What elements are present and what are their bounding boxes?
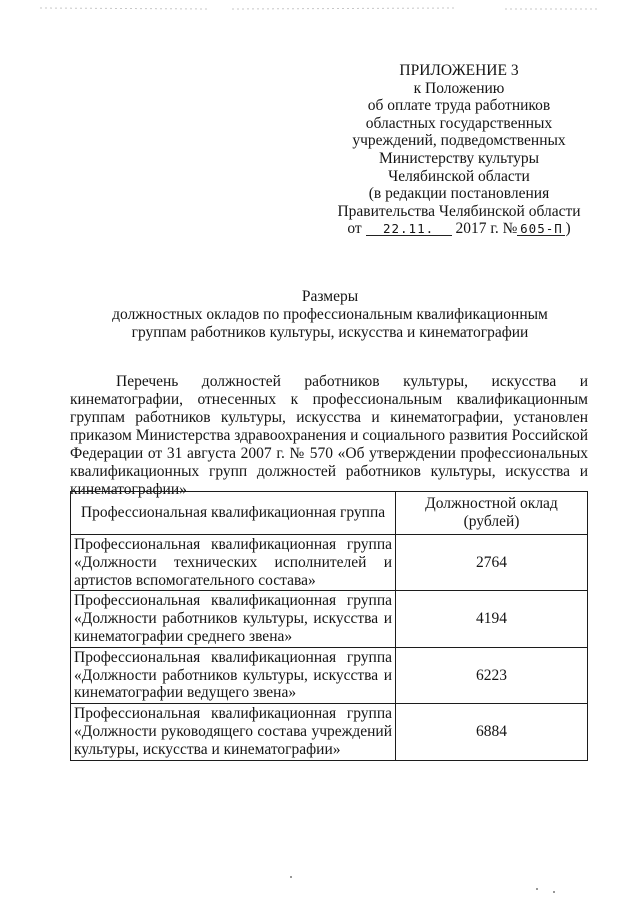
salary-cell: 6223 <box>396 647 588 703</box>
group-cell: Профессиональная квалификационная группа «Должности руководящего состава учреждений культуры, искусства и кинематографии» <box>71 704 396 760</box>
table-row <box>71 647 588 703</box>
resolution-number: 605-П <box>517 222 565 236</box>
salary-cell: 2764 <box>396 535 588 591</box>
resolution-year: 2017 г. № <box>455 220 518 238</box>
group-cell: Профессиональная квалификационная группа «Должности технических исполнителей и артистов вспомогательного состава» <box>71 535 396 591</box>
salary-table <box>70 491 588 761</box>
scan-speck <box>553 891 555 893</box>
scan-noise-header <box>0 0 640 16</box>
intro-paragraph: Перечень должностей работников культуры, искусства и кинематографии, отнесенных к профессиональным квалификационным группам работников культуры, искусства и кинематографии, установлен приказом Министерства здравоохранения и социального развития Российской Федерации от 31 августа 2007 г. № 570 «Об утверждении профессиональных квалификационных групп должностей работников культуры, искусства и кинематографии» <box>70 372 588 499</box>
header-group: Профессиональная квалификационная группа <box>71 492 396 535</box>
scan-speck <box>290 876 292 878</box>
appendix-line: Челябинской области <box>388 167 530 185</box>
resolution-date: 22.11. <box>366 222 452 236</box>
appendix-line: к Положению <box>413 79 505 97</box>
document-heading <box>60 288 600 342</box>
table-header-row <box>71 492 588 535</box>
table-row <box>71 591 588 647</box>
table-row <box>71 704 588 760</box>
group-cell: Профессиональная квалификационная группа «Должности работников культуры, искусства и кинематографии среднего звена» <box>71 591 396 647</box>
date-prefix: от <box>347 220 362 238</box>
appendix-line: областных государственных <box>365 114 553 132</box>
appendix-block <box>300 62 618 238</box>
salary-cell: 4194 <box>396 591 588 647</box>
table-row <box>71 535 588 591</box>
heading-title: Размеры <box>301 288 359 305</box>
heading-subtitle: группам работников культуры, искусства и кинематографии <box>131 324 529 341</box>
scan-speck <box>536 888 538 890</box>
appendix-line: (в редакции постановления <box>368 185 550 203</box>
appendix-title: ПРИЛОЖЕНИЕ 3 <box>399 62 519 79</box>
closing-paren: ) <box>565 220 571 238</box>
salary-cell: 6884 <box>396 704 588 760</box>
heading-subtitle: должностных окладов по профессиональным квалификационным <box>112 306 548 323</box>
header-salary: Должностной оклад (рублей) <box>396 492 588 535</box>
appendix-line: об оплате труда работников <box>367 97 551 115</box>
appendix-line: учреждений, подведомственных <box>352 132 566 150</box>
group-cell: Профессиональная квалификационная группа «Должности работников культуры, искусства и кинематографии ведущего звена» <box>71 647 396 703</box>
appendix-line: Правительства Челябинской области <box>337 202 581 220</box>
resolution-date-line <box>300 220 618 238</box>
appendix-line: Министерству культуры <box>378 149 540 167</box>
